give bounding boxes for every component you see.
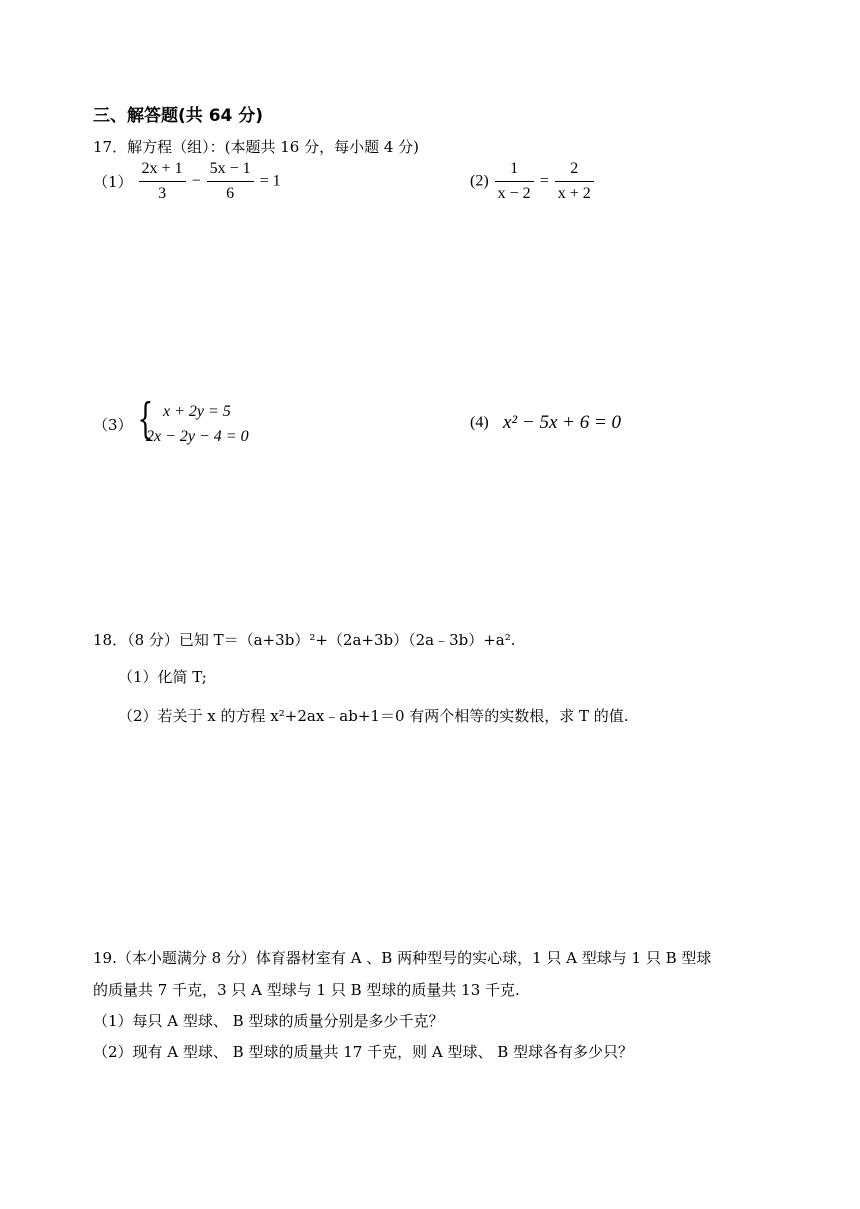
system-line-2: 2x − 2y − 4 = 0 — [146, 428, 249, 445]
q18-part2: （2）若关于 x 的方程 x²+2ax﹣ab+1＝0 有两个相等的实数根，求 T 的值. — [118, 707, 629, 725]
fraction-3-denominator: x − 2 — [497, 185, 531, 202]
fraction-4-numerator: 2 — [555, 160, 594, 182]
equation-rhs: = 1 — [259, 172, 281, 190]
q18-header: 18．（8 分）已知 T＝（a+3b）²+（2a+3b）（2a﹣3b）+a². — [93, 631, 516, 649]
fraction-2 — [207, 160, 254, 203]
fraction-3 — [495, 160, 534, 203]
fraction-1-denominator: 3 — [158, 185, 167, 202]
q17-part1-label: （1） — [93, 173, 133, 191]
quadratic-equation: x² − 5x + 6 = 0 — [503, 412, 622, 433]
fraction-1-numerator: 2x + 1 — [139, 160, 186, 182]
fraction-3-numerator: 1 — [495, 160, 534, 182]
q17-part4-label: (4) — [470, 414, 489, 431]
brace-icon: { — [137, 394, 154, 443]
q17-part3-label: （3） — [93, 416, 133, 434]
fraction-4-denominator: x + 2 — [557, 185, 591, 202]
q19-line-2: 的质量共 7 千克，3 只 A 型球与 1 只 B 型球的质量共 13 千克. — [93, 981, 520, 999]
fraction-2-denominator: 6 — [226, 185, 235, 202]
fraction-4 — [555, 160, 594, 203]
q17-part1 — [93, 160, 281, 203]
fraction-1 — [139, 160, 186, 203]
minus-operator: − — [191, 172, 201, 190]
q19-part1: （1）每只 A 型球、 B 型球的质量分别是多少千克？ — [93, 1012, 444, 1030]
q17-part2 — [470, 160, 596, 203]
q19-line-1: 19.（本小题满分 8 分）体育器材室有 A 、B 两种型号的实心球，1 只 A 型球与 1 只 B 型球 — [93, 949, 712, 967]
q17-header: 17．解方程（组）：(本题共 16 分，每小题 4 分) — [93, 138, 419, 156]
system-line-1: x + 2y = 5 — [163, 403, 231, 420]
q17-part2-label: (2) — [470, 172, 489, 190]
q18-part1: （1）化简 T; — [118, 668, 207, 686]
section-title: 三、解答题(共 64 分) — [93, 106, 264, 126]
q19-part2: （2）现有 A 型球、 B 型球的质量共 17 千克，则 A 型球、 B 型球各有多少只？ — [93, 1043, 634, 1061]
equals-sign: = — [539, 172, 549, 190]
fraction-2-numerator: 5x − 1 — [207, 160, 254, 182]
